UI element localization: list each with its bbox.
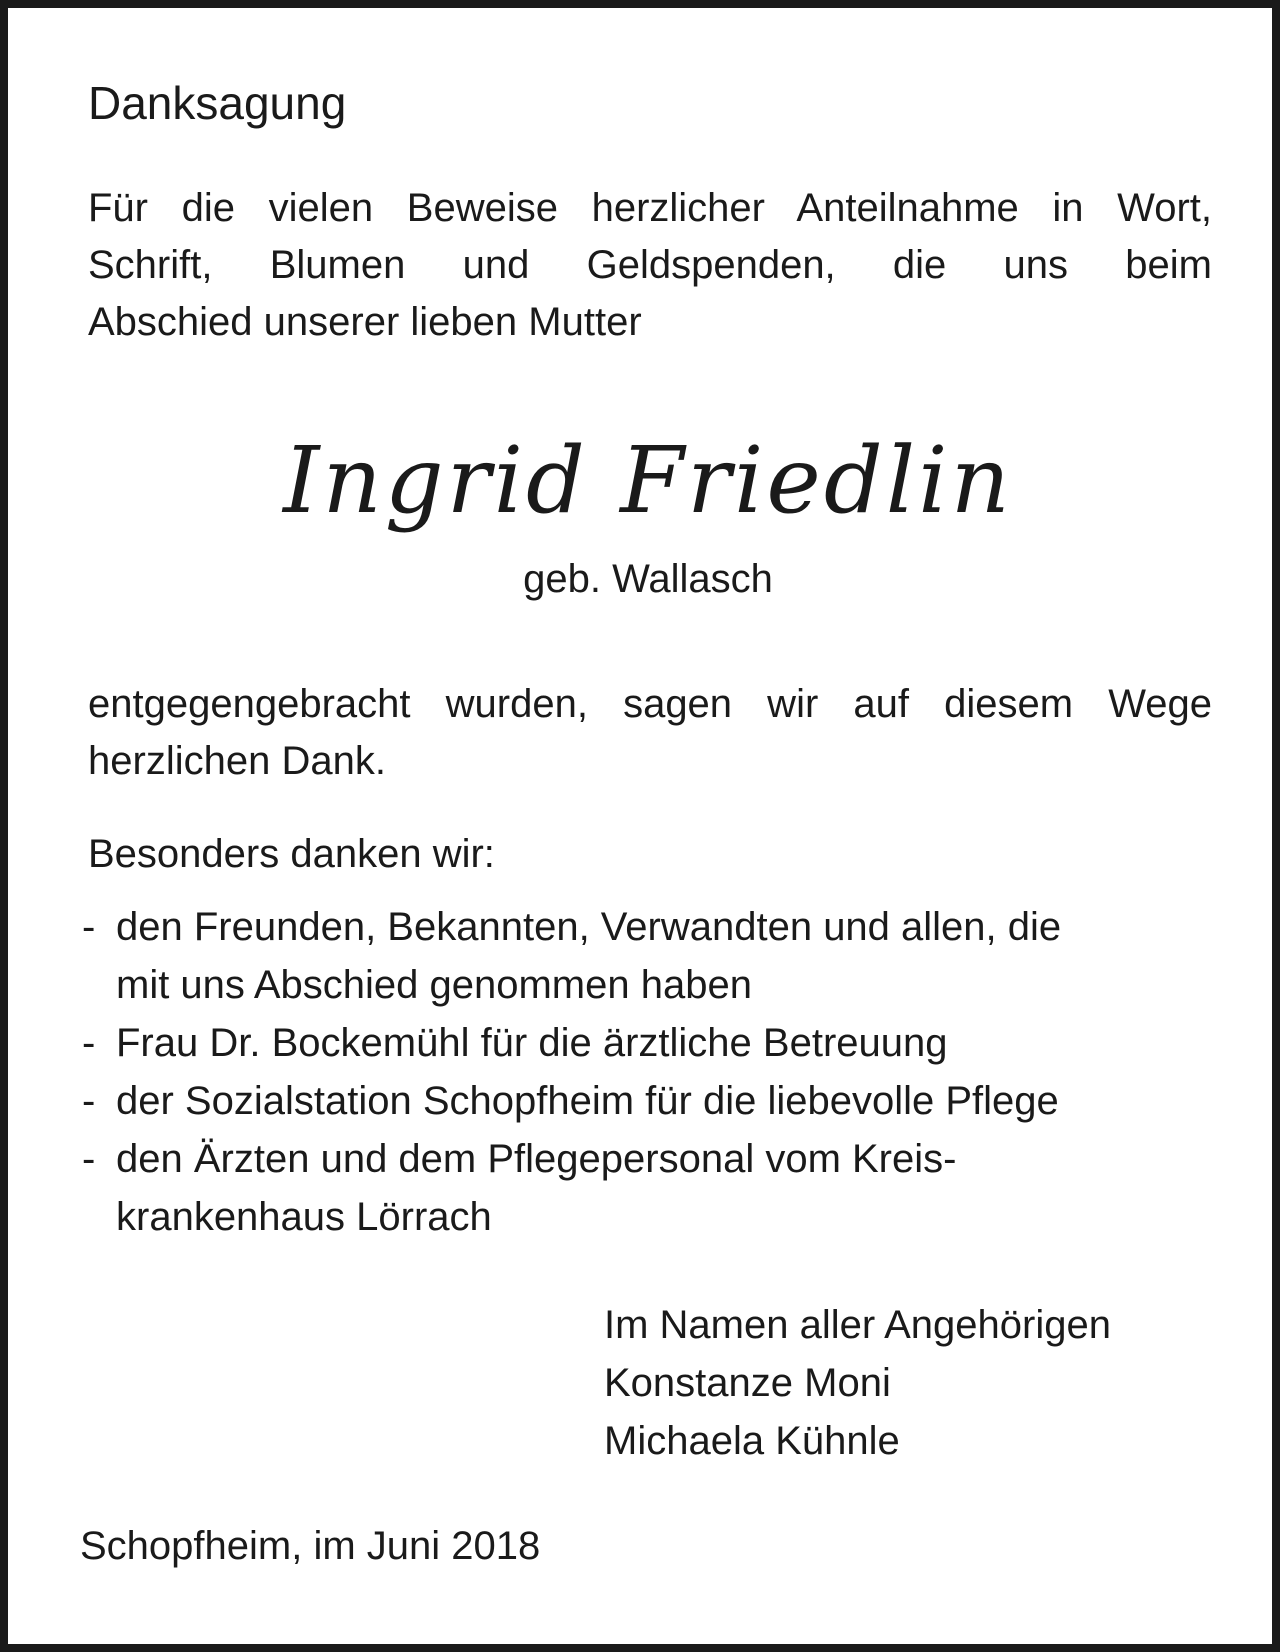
intro-paragraph: [88, 180, 1212, 351]
list-item-line: den Freunden, Bekannten, Verwandten und allen, die: [116, 905, 1062, 949]
intro-line: Abschied unserer lieben Mutter: [88, 300, 642, 344]
list-dash: -: [82, 1137, 96, 1181]
after-line: herzlichen Dank.: [88, 739, 386, 783]
list-item-line: den Ärzten und dem Pflegepersonal vom Kreis-: [116, 1137, 957, 1181]
list-dash: -: [82, 1021, 96, 1065]
list-item-line: Frau Dr. Bockemühl für die ärztliche Betreuung: [116, 1021, 948, 1065]
list-dash: -: [82, 1079, 96, 1123]
signature-line: Im Namen aller Angehörigen: [604, 1303, 1111, 1347]
list-dash: -: [82, 905, 96, 949]
maiden-name: geb. Wallasch: [523, 557, 773, 601]
signature-block: [604, 1296, 1111, 1470]
list-item-line: mit uns Abschied genommen haben: [116, 963, 752, 1007]
list-item: [78, 1014, 1061, 1072]
special-thanks-heading: Besonders danken wir:: [88, 832, 495, 876]
list-item-line: der Sozialstation Schopfheim für die liebevolle Pflege: [116, 1079, 1059, 1123]
list-item: [78, 898, 1061, 1014]
list-item: [78, 1072, 1061, 1130]
signature-line: Michaela Kühnle: [604, 1419, 900, 1463]
list-item: [78, 1130, 1061, 1246]
intro-line: Schrift, Blumen und Geldspenden, die uns beim: [88, 243, 1212, 287]
after-line: entgegengebracht wurden, sagen wir auf diesem Wege: [88, 682, 1212, 726]
signature-line: Konstanze Moni: [604, 1361, 891, 1405]
place-date: Schopfheim, im Juni 2018: [80, 1524, 541, 1568]
after-paragraph: [88, 676, 1212, 790]
deceased-name: Ingrid Friedlin: [283, 427, 1013, 534]
special-thanks-list: [78, 898, 1061, 1246]
notice-heading: Danksagung: [88, 77, 347, 129]
list-item-line: krankenhaus Lörrach: [116, 1195, 492, 1239]
intro-line: Für die vielen Beweise herzlicher Anteilnahme in Wort,: [88, 186, 1212, 230]
